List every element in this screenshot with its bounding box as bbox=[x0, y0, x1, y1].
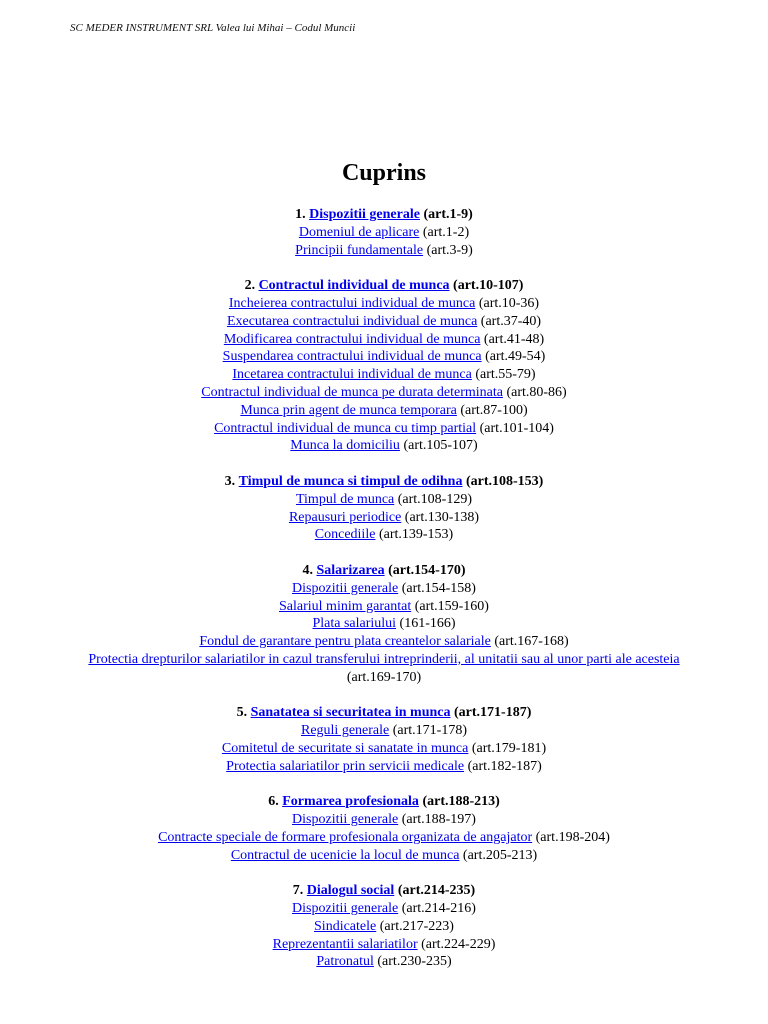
section-range: (art.10-107) bbox=[453, 278, 524, 294]
toc-item bbox=[0, 331, 768, 349]
toc-item-link[interactable]: Repausuri periodice bbox=[288, 509, 402, 525]
toc-item bbox=[0, 580, 768, 598]
toc-section bbox=[0, 206, 768, 259]
section-heading bbox=[0, 562, 768, 580]
toc-item-link[interactable]: Incheierea contractului individual de munca bbox=[228, 295, 476, 311]
toc-item-link[interactable]: Timpul de munca bbox=[295, 491, 395, 507]
page-title: Cuprins bbox=[341, 160, 427, 186]
toc-item-range: (art.205-213) bbox=[462, 847, 538, 863]
toc-item-range: (art.169-170) bbox=[346, 669, 422, 685]
toc-item-link[interactable]: Contractul individual de munca pe durata determinata bbox=[201, 384, 503, 400]
toc-item bbox=[0, 295, 768, 313]
toc-item-link[interactable]: Reguli generale bbox=[300, 723, 390, 739]
section-number: 5. bbox=[236, 705, 248, 721]
toc-item-range: (art.105-107) bbox=[403, 438, 478, 454]
toc-item bbox=[0, 615, 768, 633]
toc-item-link[interactable]: Concediile bbox=[314, 527, 376, 543]
toc-item-link[interactable]: Fondul de garantare pentru plata creantelor salariale bbox=[199, 634, 491, 650]
toc-item-link[interactable]: Contracte speciale de formare profesionala organizata de angajator bbox=[158, 829, 533, 845]
toc-item bbox=[0, 651, 768, 687]
section-heading bbox=[0, 793, 768, 811]
toc-item bbox=[0, 242, 768, 260]
toc-item bbox=[0, 633, 768, 651]
toc-item bbox=[0, 758, 768, 776]
section-heading bbox=[0, 704, 768, 722]
toc-item bbox=[0, 526, 768, 544]
section-link[interactable]: Dispozitii generale bbox=[309, 207, 420, 222]
toc-section bbox=[0, 793, 768, 864]
toc-section bbox=[0, 473, 768, 544]
toc-item-range: (161-166) bbox=[399, 616, 456, 632]
toc-item-range: (art.198-204) bbox=[535, 829, 610, 845]
toc-item bbox=[0, 847, 768, 865]
toc-item-range: (art.179-181) bbox=[471, 740, 547, 756]
toc-item-link[interactable]: Contractul individual de munca cu timp partial bbox=[214, 420, 477, 436]
toc-item-link[interactable]: Protectia salariatilor prin servicii medicale bbox=[226, 758, 465, 774]
section-range: (art.188-213) bbox=[422, 794, 500, 810]
section-range: (art.154-170) bbox=[388, 562, 466, 578]
toc-item bbox=[0, 740, 768, 758]
section-number: 2. bbox=[244, 278, 256, 294]
section-range: (art.171-187) bbox=[454, 705, 532, 721]
toc-item-range: (art.188-197) bbox=[401, 812, 476, 828]
toc-item bbox=[0, 348, 768, 366]
toc-item-link[interactable]: Suspendarea contractului individual de munca bbox=[222, 349, 482, 365]
toc-item-range: (art.41-48) bbox=[483, 331, 545, 347]
toc-item-range: (art.87-100) bbox=[460, 402, 528, 418]
toc-item bbox=[0, 491, 768, 509]
toc-item-range: (art.214-216) bbox=[401, 901, 476, 917]
toc-item bbox=[0, 936, 768, 954]
toc-item-range: (art.3-9) bbox=[426, 242, 473, 258]
toc-item-link[interactable]: Salariul minim garantat bbox=[279, 598, 412, 614]
toc-item-range: (art.130-138) bbox=[404, 509, 480, 525]
toc-item bbox=[0, 811, 768, 829]
toc-item-link[interactable]: Sindicatele bbox=[314, 918, 377, 934]
toc-section bbox=[0, 277, 768, 455]
toc-item-link[interactable]: Patronatul bbox=[316, 954, 374, 970]
toc-item-link[interactable]: Incetarea contractului individual de munca bbox=[232, 367, 472, 383]
toc-item bbox=[0, 384, 768, 402]
section-number: 1. bbox=[295, 207, 306, 222]
toc-item-link[interactable]: Contractul de ucenicie la locul de munca bbox=[230, 847, 460, 863]
toc-item-range: (art.171-178) bbox=[392, 723, 467, 739]
toc-section bbox=[0, 562, 768, 687]
toc-item-link[interactable]: Dispozitii generale bbox=[292, 901, 399, 917]
section-link[interactable]: Formarea profesionala bbox=[282, 794, 419, 810]
toc-item-link[interactable]: Dispozitii generale bbox=[292, 580, 399, 596]
toc-section bbox=[0, 704, 768, 775]
section-link[interactable]: Sanatatea si securitatea in munca bbox=[250, 705, 451, 721]
section-number: 4. bbox=[302, 562, 313, 578]
toc-item-range: (art.224-229) bbox=[421, 936, 496, 952]
toc-item bbox=[0, 437, 768, 455]
section-link[interactable]: Dialogul social bbox=[306, 883, 395, 899]
toc-item-link[interactable]: Munca la domiciliu bbox=[290, 438, 400, 454]
toc-item-range: (art.217-223) bbox=[379, 918, 454, 934]
section-heading bbox=[0, 277, 768, 295]
section-range: (art.108-153) bbox=[465, 473, 544, 489]
toc-item bbox=[0, 829, 768, 847]
toc-item bbox=[0, 509, 768, 527]
toc-item-range: (art.154-158) bbox=[401, 580, 476, 596]
toc-item-link[interactable]: Modificarea contractului individual de munca bbox=[223, 331, 481, 347]
toc-item-range: (art.159-160) bbox=[414, 598, 489, 614]
toc-item-range: (art.49-54) bbox=[485, 349, 546, 365]
toc-item-range: (art.108-129) bbox=[397, 491, 473, 507]
toc-item-link[interactable]: Protectia drepturilor salariatilor in cazul transferului intreprinderii, al unitatii sau al unor parti ale acesteia bbox=[88, 651, 680, 667]
toc-item bbox=[0, 366, 768, 384]
toc-item bbox=[0, 918, 768, 936]
toc-item-range: (art.230-235) bbox=[377, 954, 452, 970]
section-number: 7. bbox=[292, 883, 304, 899]
section-number: 3. bbox=[224, 473, 236, 489]
toc-item-link[interactable]: Comitetul de securitate si sanatate in munca bbox=[221, 740, 469, 756]
toc-item bbox=[0, 420, 768, 438]
page-header: SC MEDER INSTRUMENT SRL Valea lui Mihai – Codul Muncii bbox=[70, 22, 356, 34]
section-link[interactable]: Salarizarea bbox=[316, 562, 385, 578]
toc-item bbox=[0, 402, 768, 420]
table-of-contents bbox=[0, 206, 768, 989]
toc-section bbox=[0, 882, 768, 971]
section-range: (art.214-235) bbox=[397, 883, 476, 899]
section-heading bbox=[0, 473, 768, 491]
toc-item bbox=[0, 313, 768, 331]
toc-item-range: (art.167-168) bbox=[494, 634, 569, 650]
toc-item-link[interactable]: Munca prin agent de munca temporara bbox=[240, 402, 457, 418]
section-heading bbox=[0, 882, 768, 900]
toc-item-range: (art.10-36) bbox=[478, 295, 540, 311]
toc-item bbox=[0, 722, 768, 740]
toc-item-link[interactable]: Domeniul de aplicare bbox=[298, 224, 420, 240]
section-heading bbox=[0, 206, 768, 224]
toc-item-range: (art.1-2) bbox=[422, 224, 470, 240]
toc-item-range: (art.139-153) bbox=[378, 527, 454, 543]
toc-item-link[interactable]: Executarea contractului individual de munca bbox=[226, 313, 478, 329]
section-range: (art.1-9) bbox=[423, 207, 473, 222]
toc-item-range: (art.80-86) bbox=[506, 384, 567, 400]
toc-item-link[interactable]: Dispozitii generale bbox=[292, 812, 399, 828]
section-link[interactable]: Contractul individual de munca bbox=[258, 278, 450, 294]
section-number: 6. bbox=[268, 794, 279, 810]
toc-item-link[interactable]: Plata salariului bbox=[312, 616, 397, 632]
toc-item-link[interactable]: Principii fundamentale bbox=[295, 242, 424, 258]
toc-item bbox=[0, 224, 768, 242]
toc-item-range: (art.182-187) bbox=[467, 758, 542, 774]
toc-item-link[interactable]: Reprezentantii salariatilor bbox=[272, 936, 418, 952]
toc-item-range: (art.101-104) bbox=[479, 420, 554, 436]
section-link[interactable]: Timpul de munca si timpul de odihna bbox=[238, 473, 463, 489]
toc-item bbox=[0, 900, 768, 918]
toc-item-range: (art.37-40) bbox=[480, 313, 542, 329]
toc-item bbox=[0, 953, 768, 971]
toc-item bbox=[0, 598, 768, 616]
toc-item-range: (art.55-79) bbox=[475, 367, 536, 383]
